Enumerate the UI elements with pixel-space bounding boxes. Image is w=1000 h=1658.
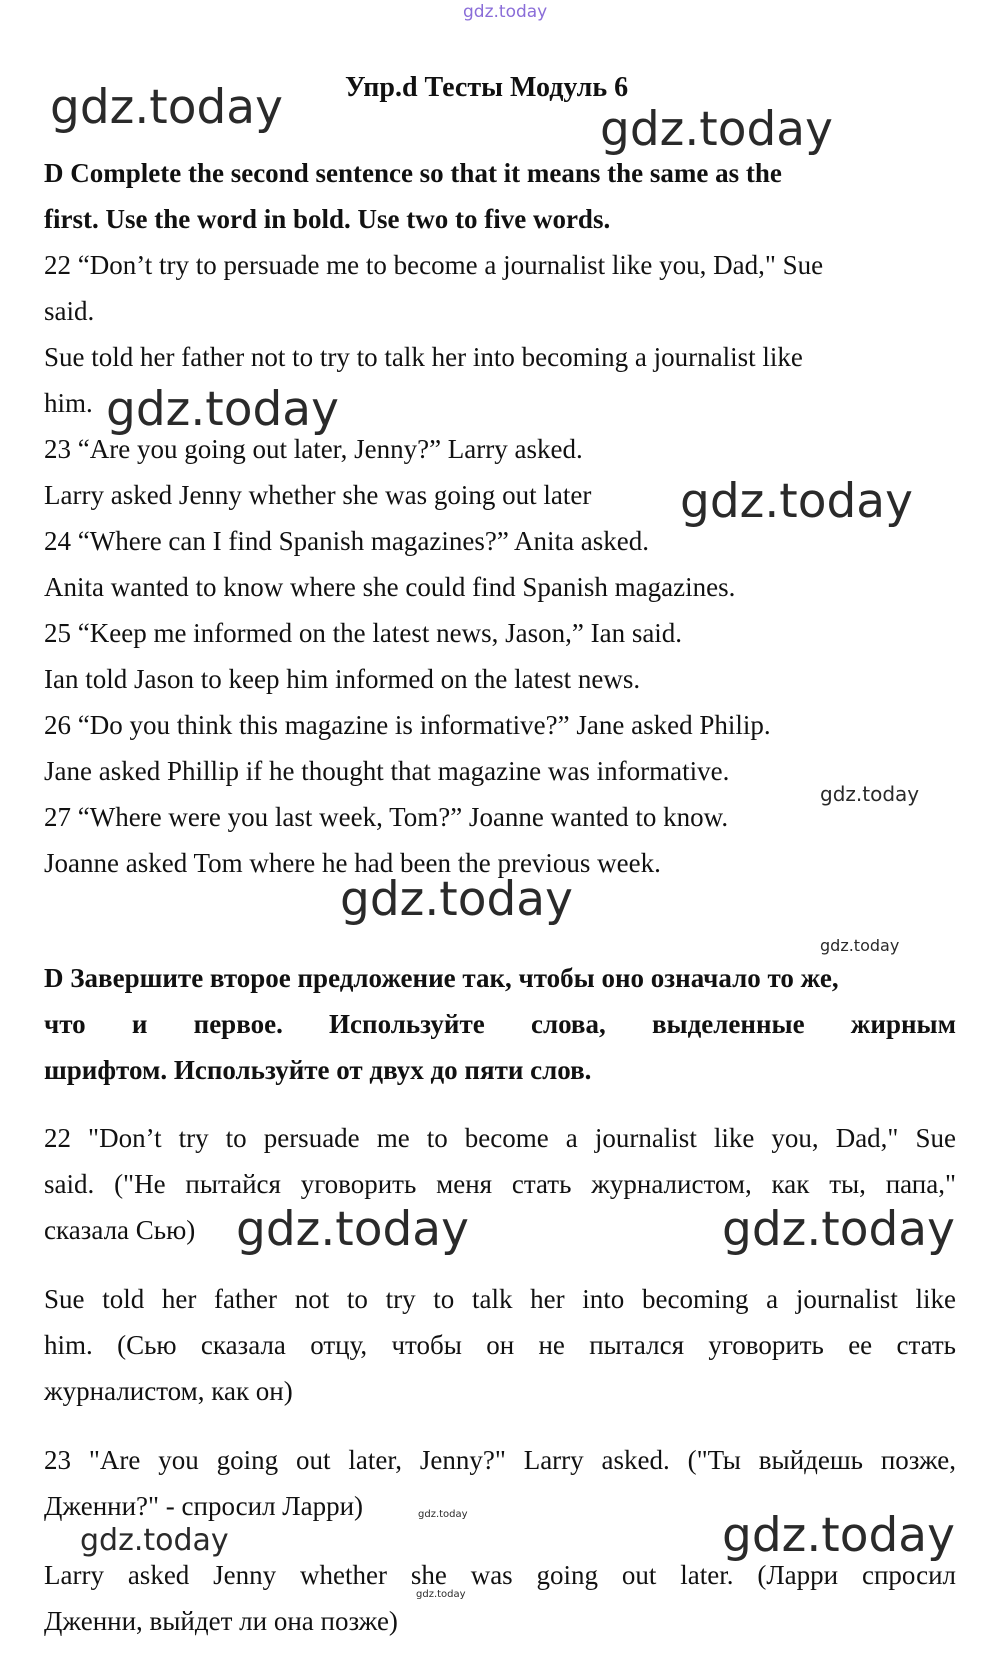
watermark: gdz.today — [106, 382, 339, 437]
english-line: 24 “Where can I find Spanish magazines?” Anita asked. — [44, 526, 650, 556]
russian-line: 23 "Are you going out later, Jenny?" Larry asked. ("Ты выйдешь позже, — [44, 1445, 956, 1475]
watermark: gdz.today — [600, 102, 833, 157]
english-instruction-line-1: D Complete the second sentence so that it means the same as the — [44, 158, 782, 188]
watermark-top: gdz.today — [463, 2, 548, 22]
russian-line: Sue told her father not to try to talk her into becoming a journalist like — [44, 1284, 956, 1314]
watermark: gdz.today — [820, 782, 920, 806]
russian-line: сказала Сью) — [44, 1215, 196, 1245]
english-line: him. — [44, 388, 93, 418]
russian-line: him. (Сью сказала отцу, чтобы он не пытался уговорить ее стать — [44, 1330, 956, 1360]
english-line: 23 “Are you going out later, Jenny?” Larry asked. — [44, 434, 583, 464]
english-line: Sue told her father not to try to talk her into becoming a journalist like — [44, 342, 803, 372]
watermark: gdz.today — [722, 1202, 955, 1257]
english-line: Joanne asked Tom where he had been the previous week. — [44, 848, 661, 878]
watermark: gdz.today — [418, 1509, 468, 1520]
russian-instruction-line-2: что и первое. Используйте слова, выделенные жирным — [44, 1009, 956, 1039]
russian-instruction-line-1: D Завершите второе предложение так, чтобы оно означало то же, — [44, 963, 839, 993]
watermark: gdz.today — [236, 1202, 469, 1257]
russian-line: журналистом, как он) — [44, 1376, 293, 1406]
english-line: Anita wanted to know where she could find Spanish magazines. — [44, 572, 736, 602]
english-line: 22 “Don’t try to persuade me to become a journalist like you, Dad," Sue — [44, 250, 824, 280]
english-line: said. — [44, 296, 95, 326]
english-line: Ian told Jason to keep him informed on the latest news. — [44, 664, 641, 694]
english-line: Jane asked Phillip if he thought that magazine was informative. — [44, 756, 730, 786]
russian-line: Дженни, выйдет ли она позже) — [44, 1606, 398, 1636]
english-line: 26 “Do you think this magazine is informative?” Jane asked Philip. — [44, 710, 771, 740]
watermark: gdz.today — [680, 474, 913, 529]
english-instruction-line-2: first. Use the word in bold. Use two to five words. — [44, 204, 611, 234]
watermark: gdz.today — [820, 936, 900, 955]
watermark: gdz.today — [50, 80, 283, 135]
english-line: Larry asked Jenny whether she was going out later — [44, 480, 592, 510]
russian-line: said. ("Не пытайся уговорить меня стать журналистом, как ты, папа," — [44, 1169, 956, 1199]
watermark: gdz.today — [80, 1523, 229, 1558]
russian-line: 22 "Don’t try to persuade me to become a journalist like you, Dad," Sue — [44, 1123, 956, 1153]
page-title: Упр.d Тесты Модуль 6 — [345, 72, 629, 103]
watermark: gdz.today — [722, 1508, 955, 1563]
russian-line: Дженни?" - спросил Ларри) — [44, 1491, 364, 1521]
english-line: 25 “Keep me informed on the latest news, Jason,” Ian said. — [44, 618, 683, 648]
russian-instruction-line-3: шрифтом. Используйте от двух до пяти слов. — [44, 1055, 592, 1085]
watermark: gdz.today — [340, 872, 573, 927]
english-line: 27 “Where were you last week, Tom?” Joanne wanted to know. — [44, 802, 729, 832]
watermark: gdz.today — [416, 1589, 466, 1600]
russian-line: Larry asked Jenny whether she was going out later. (Ларри спросил — [44, 1560, 956, 1590]
